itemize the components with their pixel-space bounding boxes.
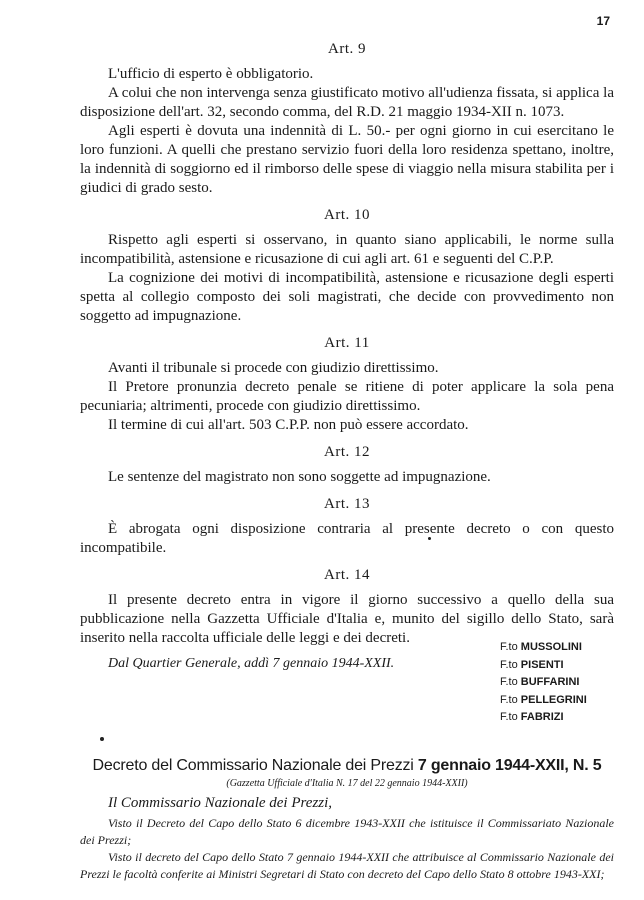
decree-title-prefix: Decreto del Commissario Nazionale dei Prezzi bbox=[92, 757, 418, 774]
signature-line bbox=[500, 709, 587, 727]
signature-prefix: F.to bbox=[500, 676, 518, 688]
signature-name: PISENTI bbox=[520, 658, 564, 671]
article-heading: Art. 9 bbox=[328, 41, 366, 57]
article-paragraph: Le sentenze del magistrato non sono soggette ad impugnazione. bbox=[108, 469, 491, 485]
signature-name: BUFFARINI bbox=[520, 676, 580, 688]
article-heading: Art. 11 bbox=[324, 335, 370, 351]
decree-title-date: 7 gennaio 1944-XXII, N. 5 bbox=[417, 757, 602, 774]
article-heading: Art. 14 bbox=[324, 567, 370, 583]
date-line: Dal Quartier Generale, addì 7 gennaio 1944-XXII. bbox=[108, 656, 395, 671]
signature-line bbox=[500, 657, 587, 675]
decree-consideration: Visto il Decreto del Capo dello Stato 6 dicembre 1943-XXII che istituisce il Commissariato Nazionale dei Prezzi; bbox=[80, 816, 614, 847]
article-heading: Art. 10 bbox=[324, 207, 370, 223]
article-paragraph: A colui che non intervenga senza giustificato motivo all'udienza fissata, si applica la disposizione dell'art. 32, secondo comma, del R.D. 21 maggio 1934-XII n. 1073. bbox=[80, 85, 614, 120]
article-paragraph: Il termine di cui all'art. 503 C.P.P. non può essere accordato. bbox=[108, 417, 469, 433]
signature-line bbox=[500, 639, 587, 657]
article-paragraph: È abrogata ogni disposizione contraria al presente decreto o con questo incompatibile. bbox=[80, 521, 614, 556]
decree-title bbox=[80, 757, 614, 775]
page-number: 17 bbox=[596, 14, 610, 28]
article-paragraph: Agli esperti è dovuta una indennità di L. 50.- per ogni giorno in cui esercitano le loro funzioni. A quelli che prestano servizio fuori della loro residenza spettano, inoltre, la indennità di soggiorno ed il rimborso delle spese di viaggio nella misura stabilita per i giudici di grado sesto. bbox=[80, 123, 614, 196]
articles-body bbox=[80, 40, 614, 673]
signature-prefix: F.to bbox=[500, 693, 518, 706]
article-paragraph: Rispetto agli esperti si osservano, in quanto siano applicabili, le norme sulla incompatibilità, astensione e ricusazione di cui agli art. 61 e seguenti del C.P.P. bbox=[80, 232, 614, 267]
signature-prefix: F.to bbox=[500, 658, 518, 671]
article-heading: Art. 12 bbox=[324, 444, 370, 460]
signature-line bbox=[500, 692, 587, 710]
decree-consideration: Visto il decreto del Capo dello Stato 7 gennaio 1944-XXII che attribuisce al Commissario Nazionale dei Prezzi le facoltà conferite ai Ministri Segretari di Stato con decreto del Capo dello Stato 8 ottobre 1943-XXI; bbox=[80, 850, 614, 881]
article-paragraph: Avanti il tribunale si procede con giudizio direttissimo. bbox=[108, 360, 439, 376]
signature-name: MUSSOLINI bbox=[520, 641, 582, 653]
article-heading: Art. 13 bbox=[324, 496, 370, 512]
signature-line bbox=[500, 674, 587, 692]
article-paragraph: Il presente decreto entra in vigore il giorno successivo a quello della sua pubblicazione nella Gazzetta Ufficiale d'Italia e, munito del sigillo dello Stato, sarà inserito nella raccolta ufficiale delle leggi e dei decreti. bbox=[80, 592, 614, 646]
signature-prefix: F.to bbox=[500, 711, 518, 723]
signature-name: PELLEGRINI bbox=[520, 693, 587, 706]
signature-name: FABRIZI bbox=[520, 711, 564, 723]
print-speck bbox=[100, 737, 104, 741]
decree-subtitle: (Gazzetta Ufficiale d'Italia N. 17 del 22 gennaio 1944-XXII) bbox=[226, 778, 468, 789]
article-paragraph: Il Pretore pronunzia decreto penale se ritiene di poter applicare la sola pena pecuniaria; altrimenti, procede con giudizio direttissimo. bbox=[80, 379, 614, 414]
article-paragraph: L'ufficio di esperto è obbligatorio. bbox=[108, 66, 314, 82]
signature-block bbox=[500, 639, 587, 727]
decree-body bbox=[80, 795, 614, 883]
signature-prefix: F.to bbox=[500, 641, 518, 653]
decree-issuer: Il Commissario Nazionale dei Prezzi, bbox=[108, 795, 333, 811]
article-paragraph: La cognizione dei motivi di incompatibilità, astensione e ricusazione degli esperti spetta al collegio composto dei soli magistrati, che decide con provvedimento non soggetto ad impugnazione. bbox=[80, 270, 614, 324]
print-speck bbox=[428, 537, 431, 540]
